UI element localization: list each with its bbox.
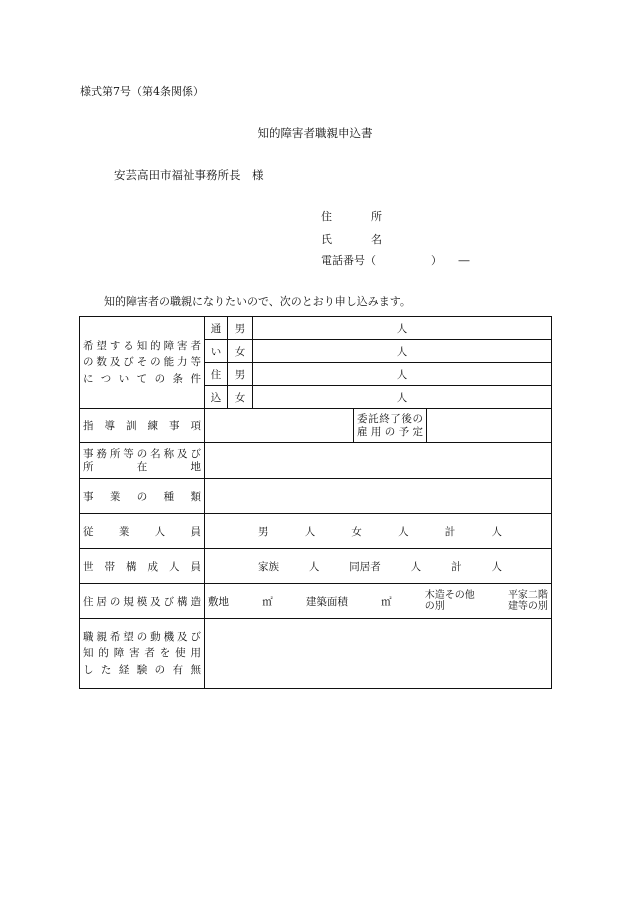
business-label: 事業の種類	[80, 479, 205, 514]
addressee: 安芸高田市福祉事務所長 様	[114, 168, 264, 182]
applicant-phone-label: 電話番号（ ） ―	[321, 254, 470, 267]
motive-label-line-3: した経験の有無	[83, 663, 201, 676]
motive-label-line-1: 職親希望の動機及び	[83, 631, 201, 644]
post-consignment-input-cell[interactable]	[427, 409, 552, 443]
live-in-type-cell: 住	[205, 363, 228, 386]
post-consignment-label	[354, 409, 427, 443]
cohabitant-label: 同居者	[349, 560, 381, 573]
post-consignment-line-2: 雇用の予定	[357, 425, 423, 438]
male-label: 男	[258, 525, 269, 538]
household-row	[80, 549, 552, 584]
office-label-line-1: 事務所等の名称及び	[83, 448, 201, 461]
gender-cell: 男	[228, 363, 253, 386]
family-label: 家族	[258, 560, 279, 573]
post-consignment-line-1: 委託終了後の	[357, 413, 423, 426]
unit-label: 人	[398, 525, 409, 538]
floor-area-label: 建築面積	[305, 595, 348, 608]
housing-label: 住居の規模及び構造	[80, 584, 205, 619]
applicant-name-label	[321, 231, 396, 247]
floors-line-2: 建等の別	[507, 601, 548, 612]
household-fields	[208, 559, 548, 574]
unit-label: 人	[491, 560, 502, 573]
unit-label: 人	[308, 560, 320, 573]
motive-label	[80, 619, 205, 689]
count-input-cell[interactable]: 人	[253, 363, 552, 386]
count-input-cell[interactable]: 人	[253, 317, 552, 340]
gender-cell: 女	[228, 340, 253, 363]
structure-line-2: の別	[424, 601, 445, 612]
guidance-input-cell[interactable]	[205, 409, 354, 443]
total-label: 計	[451, 560, 462, 573]
address-label-text: 住 所	[321, 210, 396, 223]
unit-label: 人	[410, 560, 422, 573]
housing-fields	[208, 590, 548, 613]
household-input-cell[interactable]	[205, 549, 552, 584]
conditions-label-line-2: の数及びその能力等	[83, 356, 201, 369]
total-label: 計	[444, 525, 456, 538]
structure-line-1: 木造その他	[424, 589, 475, 601]
guidance-label: 指導訓練事項	[80, 409, 205, 443]
site-label: 敷地	[208, 595, 229, 608]
document-title: 知的障害者職親申込書	[257, 126, 373, 140]
housing-row	[80, 584, 552, 619]
employees-label: 従業人員	[80, 514, 205, 549]
structure-label	[425, 590, 475, 613]
housing-input-cell[interactable]	[205, 584, 552, 619]
unit-label: 人	[304, 525, 316, 538]
name-label-text: 氏 名	[321, 233, 396, 246]
gender-cell: 女	[228, 386, 253, 409]
motive-label-line-2: 知的障害者を使用	[83, 647, 201, 660]
female-label: 女	[351, 525, 362, 538]
office-input-cell[interactable]	[205, 443, 552, 479]
form-number: 様式第7号（第4条関係）	[80, 85, 204, 98]
commute-type-cell: い	[205, 340, 228, 363]
unit-label: 人	[491, 525, 502, 538]
live-in-type-cell: 込	[205, 386, 228, 409]
employees-fields	[208, 524, 548, 539]
sqm-unit: ㎡	[381, 595, 392, 608]
commute-type-cell: 通	[205, 317, 228, 340]
floors-label	[508, 590, 548, 613]
office-label	[80, 443, 205, 479]
employees-row	[80, 514, 552, 549]
conditions-label-line-3: についての条件	[83, 372, 201, 385]
motive-row	[80, 619, 552, 689]
applicant-address-label	[321, 208, 396, 224]
sqm-unit: ㎡	[262, 595, 273, 608]
application-table	[79, 316, 552, 689]
gender-cell: 男	[228, 317, 253, 340]
motive-input-cell[interactable]	[205, 619, 552, 689]
conditions-label-line-1: 希望する知的障害者	[83, 340, 201, 353]
office-label-line-2: 所在地	[83, 460, 201, 473]
count-input-cell[interactable]: 人	[253, 340, 552, 363]
intro-text: 知的障害者の職親になりたいので、次のとおり申し込みます。	[104, 295, 411, 308]
count-input-cell[interactable]: 人	[253, 386, 552, 409]
conditions-label	[80, 317, 205, 409]
business-row	[80, 479, 552, 514]
conditions-row-1	[80, 317, 552, 340]
floors-line-1: 平家二階	[507, 589, 548, 601]
guidance-row	[80, 409, 552, 443]
employees-input-cell[interactable]	[205, 514, 552, 549]
office-row	[80, 443, 552, 479]
household-label: 世帯構成人員	[80, 549, 205, 584]
business-input-cell[interactable]	[205, 479, 552, 514]
